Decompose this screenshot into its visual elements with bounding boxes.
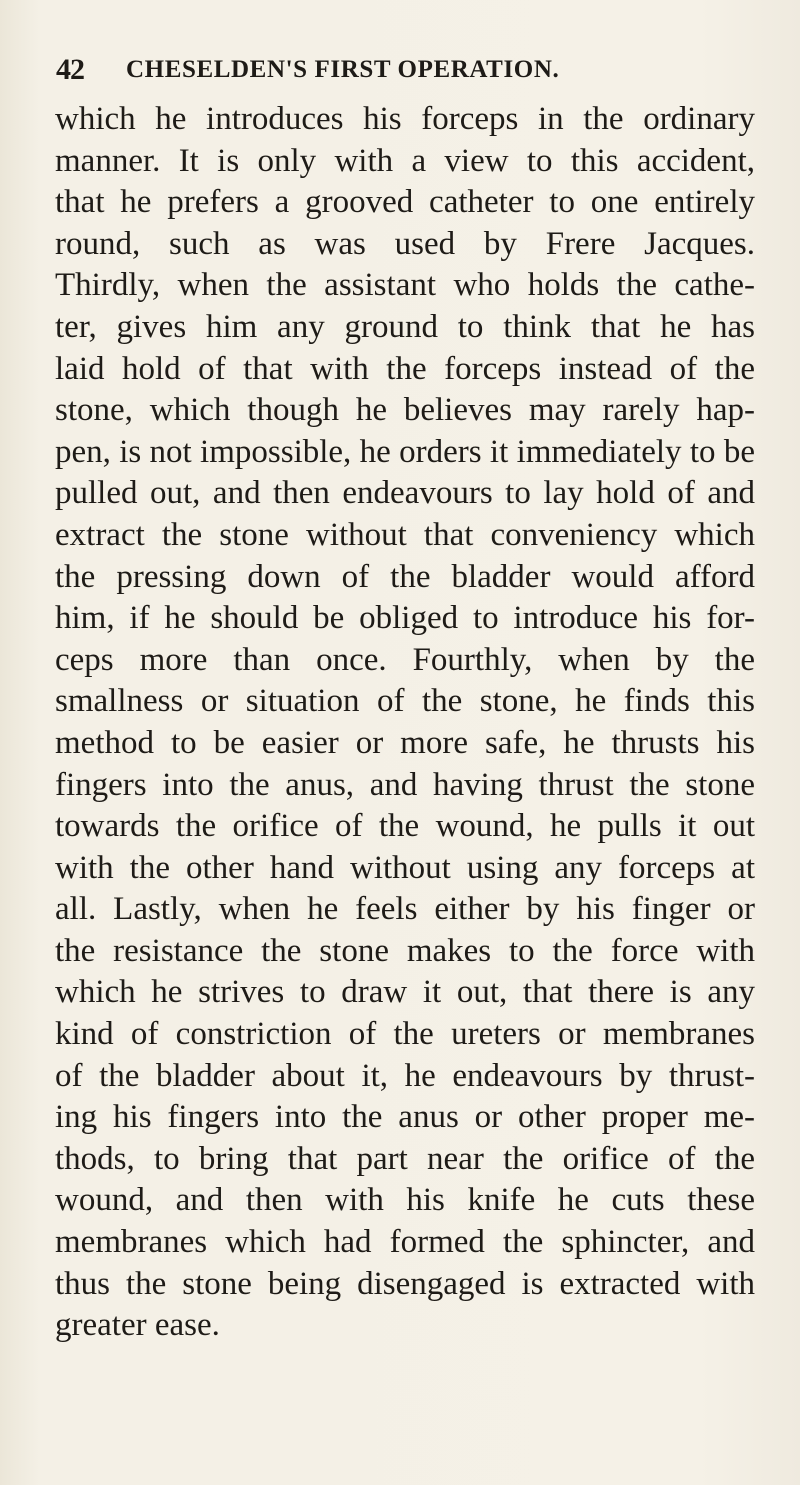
running-head-title: CHESELDEN'S FIRST OPERATION. <box>126 56 560 83</box>
text-line: manner. It is only with a view to this accident, <box>55 142 755 179</box>
text-line: him, if he should be obliged to introduce his for- <box>55 600 755 637</box>
text-line: which he strives to draw it out, that there is any <box>55 974 755 1011</box>
text-line: all. Lastly, when he feels either by his finger or <box>55 891 755 928</box>
page-number: 42 <box>56 53 84 86</box>
body-text <box>55 99 755 1347</box>
text-line: greater ease. <box>55 1307 220 1344</box>
text-line: method to be easier or more safe, he thrusts his <box>55 724 755 761</box>
text-line: the pressing down of the bladder would afford <box>55 558 755 595</box>
text-line: of the bladder about it, he endeavours by thrust- <box>55 1057 755 1094</box>
text-line: thods, to bring that part near the orifice of the <box>55 1140 755 1177</box>
text-line: towards the orifice of the wound, he pulls it out <box>55 808 755 845</box>
text-line: laid hold of that with the forceps instead of the <box>55 350 755 387</box>
text-line: ter, gives him any ground to think that he has <box>55 308 755 345</box>
text-line: that he prefers a grooved catheter to one entirely <box>55 184 755 221</box>
text-line: Thirdly, when the assistant who holds the cathe- <box>55 267 755 304</box>
text-line: kind of constriction of the ureters or membranes <box>55 1016 755 1053</box>
text-line: ing his fingers into the anus or other proper me- <box>55 1099 755 1136</box>
text-line: wound, and then with his knife he cuts these <box>55 1182 755 1219</box>
text-line: round, such as was used by Frere Jacques. <box>55 225 755 262</box>
text-line: thus the stone being disengaged is extracted with <box>55 1265 755 1302</box>
text-line: fingers into the anus, and having thrust the stone <box>55 766 755 803</box>
text-line: smallness or situation of the stone, he finds this <box>55 683 755 720</box>
text-line: which he introduces his forceps in the ordinary <box>55 101 755 137</box>
text-line: pulled out, and then endeavours to lay hold of and <box>55 475 755 512</box>
text-line: stone, which though he believes may rarely hap- <box>55 392 755 429</box>
text-line: membranes which had formed the sphincter, and <box>55 1224 755 1261</box>
text-line: the resistance the stone makes to the force with <box>55 932 755 969</box>
text-line: extract the stone without that conveniency which <box>55 516 755 553</box>
text-line: ceps more than once. Fourthly, when by the <box>55 641 755 678</box>
running-head <box>56 50 756 90</box>
text-line: with the other hand without using any forceps at <box>55 849 755 886</box>
text-line: pen, is not impossible, he orders it immediately to be <box>55 433 755 470</box>
